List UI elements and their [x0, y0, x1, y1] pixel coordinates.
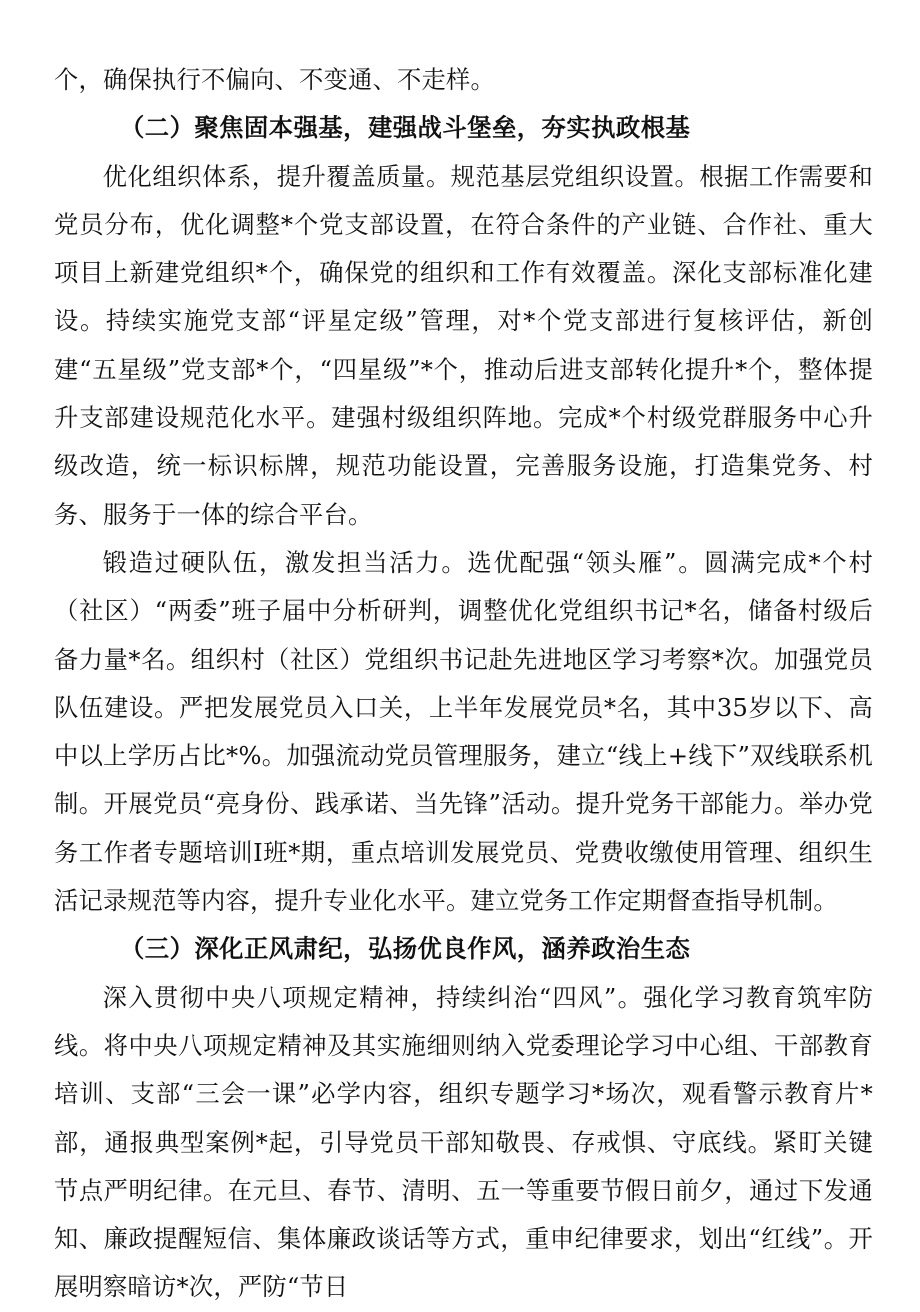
- document-page: [54, 56, 873, 1312]
- paragraph-team-building: 锻造过硬队伍，激发担当活力。选优配强“领头雁”。圆满完成*个村（社区）“两委”班子届中分析研判，调整优化党组织书记*名，储备村级后备力量*名。组织村（社区）党组织书记赴先进地区学习考察*次。加强党员队伍建设。严把发展党员入口关，上半年发展党员*名，其中35岁以下、高中以上学历占比*%。加强流动党员管理服务，建立“线上+线下”双线联系机制。开展党员“亮身份、践承诺、当先锋”活动。提升党务干部能力。举办党务工作者专题培训I班*期，重点培训发展党员、党费收缴使用管理、组织生活记录规范等内容，提升专业化水平。建立党务工作定期督查指导机制。: [54, 547, 873, 916]
- paragraph-continuation: 个，确保执行不偏向、不变通、不走样。: [54, 65, 495, 94]
- paragraph-eight-rules: 深入贯彻中央八项规定精神，持续纠治“四风”。强化学习教育筑牢防线。将中央八项规定精神及其实施细则纳入党委理论学习中心组、干部教育培训、支部“三会一课”必学内容，组织专题学习*场次，观看警示教育片*部，通报典型案例*起，引导党员干部知敬畏、存戒惧、守底线。紧盯关键节点严明纪律。在元旦、春节、清明、五一等重要节假日前夕，通过下发通知、廉政提醒短信、集体廉政谈话等方式，重申纪律要求，划出“红线”。开展明察暗访*次，严防“节日: [54, 982, 873, 1302]
- paragraph-organization-system: 优化组织体系，提升覆盖质量。规范基层党组织设置。根据工作需要和党员分布，优化调整*个党支部设置，在符合条件的产业链、合作社、重大项目上新建党组织*个，确保党的组织和工作有效覆盖。深化支部标准化建设。持续实施党支部“评星定级”管理，对*个党支部进行复核评估，新创建“五星级”党支部*个，“四星级”*个，推动后进支部转化提升*个，整体提升支部建设规范化水平。建强村级组织阵地。完成*个村级党群服务中心升级改造，统一标识标牌，规范功能设置，完善服务设施，打造集党务、村务、服务于一体的综合平台。: [54, 161, 873, 529]
- section-heading-2: （二）聚焦固本强基，建强战斗堡垒，夯实执政根基: [120, 113, 691, 143]
- section-heading-3: （三）深化正风肃纪，弘扬优良作风，涵养政治生态: [120, 934, 691, 964]
